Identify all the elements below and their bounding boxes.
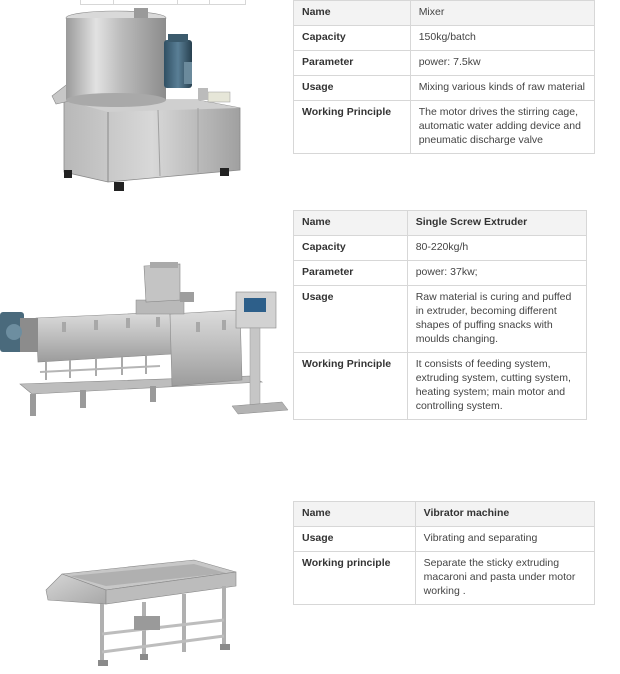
table-row [294, 502, 595, 527]
spec-value: Single Screw Extruder [407, 211, 586, 236]
mixer-spec-table [293, 0, 595, 154]
spec-key: Parameter [294, 261, 408, 286]
table-row [294, 101, 595, 154]
spec-value: Mixer [410, 1, 594, 26]
table-row [294, 1, 595, 26]
spec-key: Capacity [294, 236, 408, 261]
table-row [294, 26, 595, 51]
table-row [294, 51, 595, 76]
spec-value: power: 37kw; [407, 261, 586, 286]
spec-value: Mixing various kinds of raw material [410, 76, 594, 101]
spec-key: Working principle [294, 552, 416, 605]
spec-value: power: 7.5kw [410, 51, 594, 76]
spec-key: Usage [294, 286, 408, 353]
vibrator-machine-image [44, 556, 240, 668]
table-row [294, 527, 595, 552]
table-row [294, 286, 587, 353]
table-row [294, 211, 587, 236]
spec-key: Working Principle [294, 101, 411, 154]
spec-key: Name [294, 211, 408, 236]
spec-value: Separate the sticky extruding macaroni and pasta under motor working . [415, 552, 594, 605]
spec-value: Vibrator machine [415, 502, 594, 527]
spec-key: Parameter [294, 51, 411, 76]
spec-key: Name [294, 1, 411, 26]
spec-value: The motor drives the stirring cage, automatic water adding device and pneumatic discharge valve [410, 101, 594, 154]
extruder-spec-table [293, 210, 587, 420]
spec-value: 80-220kg/h [407, 236, 586, 261]
spec-key: Usage [294, 527, 416, 552]
table-row [294, 552, 595, 605]
table-row [294, 353, 587, 420]
spec-value: It consists of feeding system, extruding system, cutting system, heating system; main motor and controlling system. [407, 353, 586, 420]
spec-value: Vibrating and separating [415, 527, 594, 552]
vibrator-spec-table [293, 501, 595, 605]
spec-value: 150kg/batch [410, 26, 594, 51]
spec-value: Raw material is curing and puffed in extruder, becoming different shapes of puffing snacks with moulds changing. [407, 286, 586, 353]
table-row [294, 261, 587, 286]
mixer-machine-image [48, 4, 248, 196]
spec-key: Capacity [294, 26, 411, 51]
spec-key: Name [294, 502, 416, 527]
table-row [294, 76, 595, 101]
spec-key: Working Principle [294, 353, 408, 420]
spec-key: Usage [294, 76, 411, 101]
extruder-machine-image [0, 262, 292, 424]
table-row [294, 236, 587, 261]
